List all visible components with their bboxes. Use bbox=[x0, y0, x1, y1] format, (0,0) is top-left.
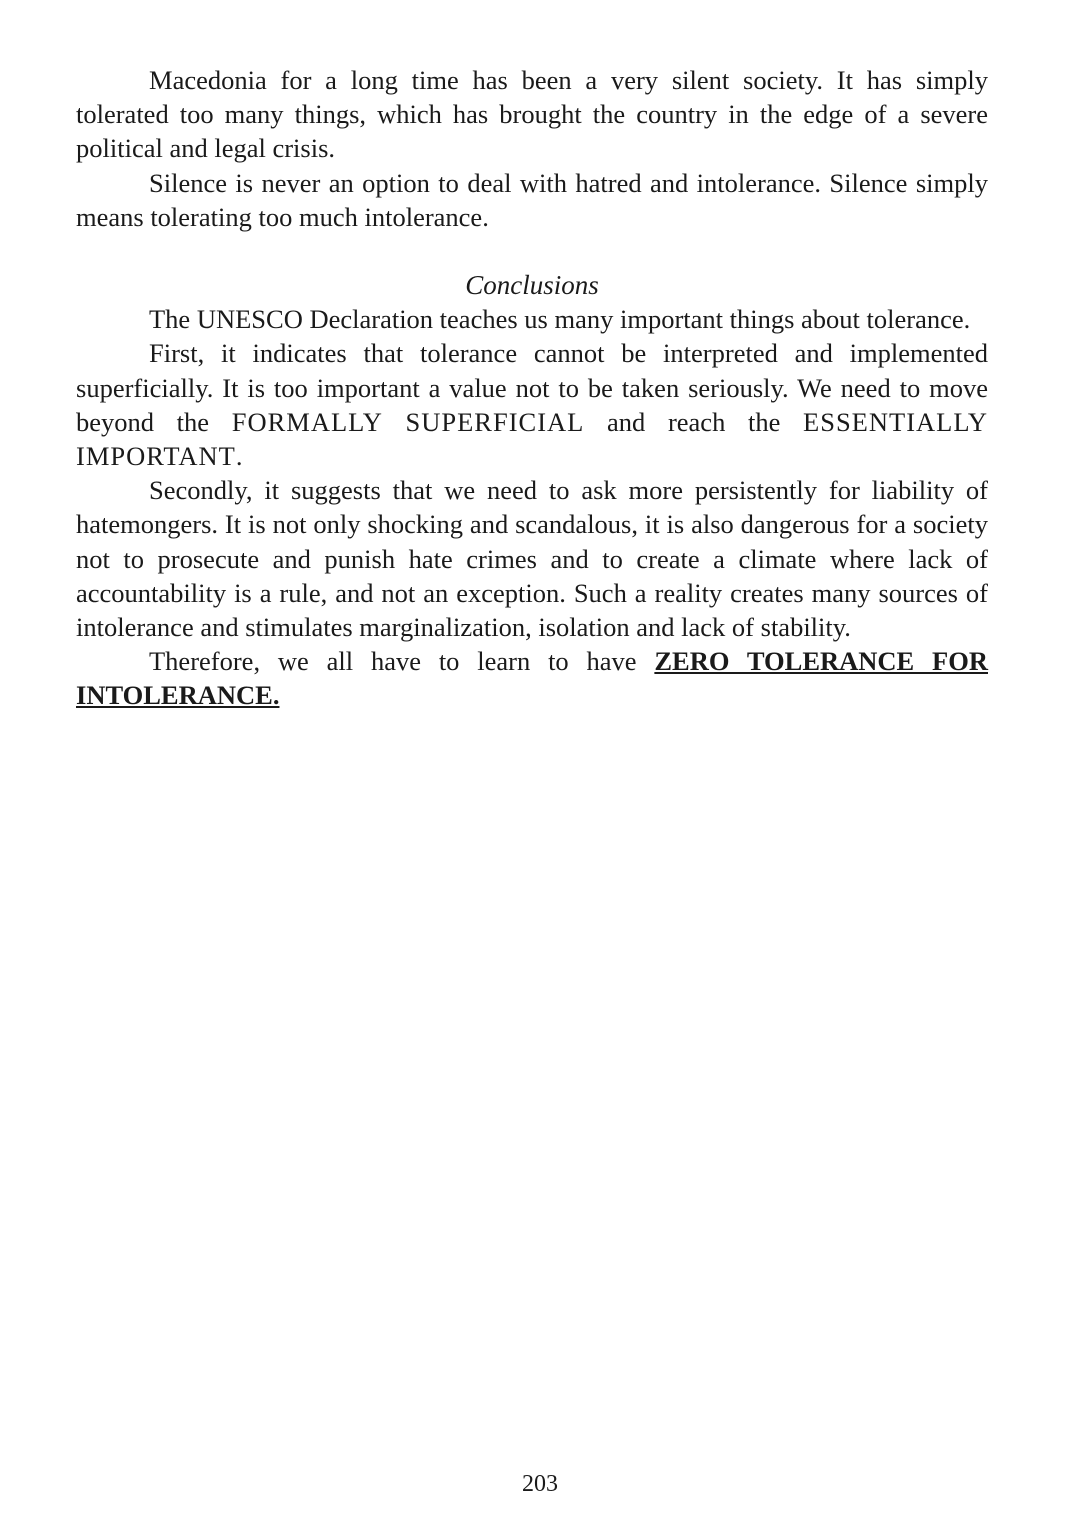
first-point-connector: and reach the bbox=[584, 406, 804, 437]
paragraph-silence-option: Silence is never an option to deal with hatred and intolerance. Silence simply means tolerating too much intolerance. bbox=[76, 167, 988, 232]
zero-tolerance-emphasis: ZERO TOLERANCE FOR INTOLERANCE. bbox=[76, 646, 988, 711]
therefore-text: Therefore, we all have to learn to have bbox=[149, 646, 655, 677]
page-number: 203 bbox=[522, 1471, 558, 1497]
paragraph-first-point bbox=[76, 336, 988, 473]
formally-superficial-text: FORMALLY SUPERFICIAL bbox=[231, 406, 585, 437]
first-point-end: . bbox=[235, 441, 243, 472]
paragraph-macedonia-silence: Macedonia for a long time has been a very silent society. It has simply tolerated too many things, which has brought the country in the edge of a severe political and legal crisis. bbox=[76, 65, 988, 164]
essentially-important-text: ESSENTIALLY IMPORTANT bbox=[76, 406, 989, 472]
page-body bbox=[76, 63, 988, 713]
first-point-text: First, it indicates that tolerance cannot be interpreted and implemented superficially. It is too important a value not to be taken seriously. We need to move beyond the bbox=[76, 338, 988, 437]
paragraph-second-point: Secondly, it suggests that we need to ask more persistently for liability of hatemongers. It is not only shocking and scandalous, it is also dangerous for a society not to prosecute and punish hate crimes and to create a climate where lack of accountability is a rule, and not an exception. Such a reality creates many sources of intolerance and stimulates marginalization, isolation and lack of stability. bbox=[76, 475, 988, 643]
paragraph-unesco-declaration: The UNESCO Declaration teaches us many important things about tolerance. bbox=[149, 304, 971, 335]
section-heading-conclusions: Conclusions bbox=[465, 270, 599, 301]
paragraph-therefore bbox=[76, 644, 988, 712]
